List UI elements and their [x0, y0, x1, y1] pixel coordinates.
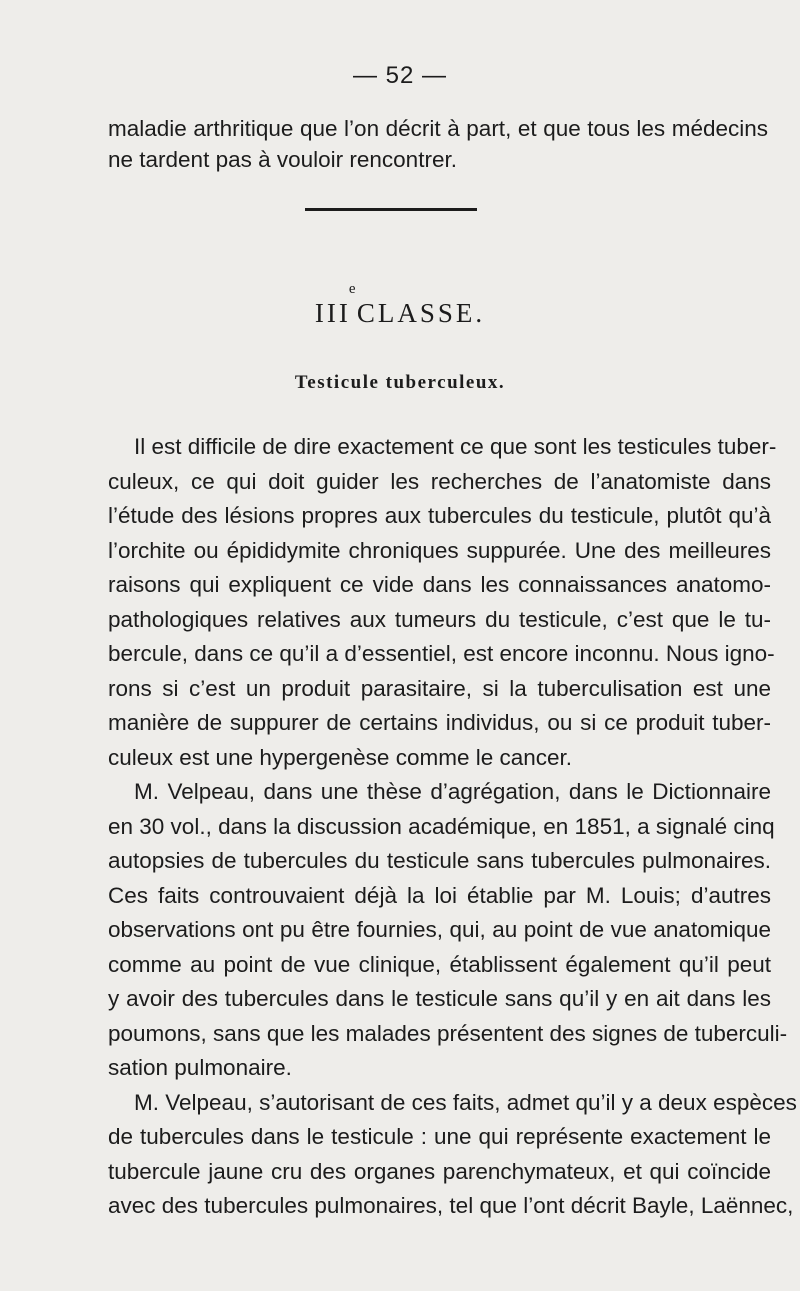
text-line: l’étude des lésions propres aux tubercules du testicule, plutôt qu’à: [108, 503, 771, 528]
text-line: comme au point de vue clinique, établissent également qu’il peut: [108, 951, 771, 977]
section-label: CLASSE.: [356, 298, 486, 328]
text-line: tubercule jaune cru des organes parenchymateux, et qui coïncide: [108, 1158, 771, 1184]
text-line: ne tardent pas à vouloir rencontrer.: [108, 147, 457, 172]
text-line: Ces faits controuvaient déjà la loi établie par M. Louis; d’autres: [108, 882, 771, 908]
text-line: rons si c’est un produit parasitaire, si la tuberculisation est une: [108, 675, 771, 701]
text-line: autopsies de tubercules du testicule sans tubercules pulmonaires.: [108, 848, 771, 873]
section-divider: [305, 208, 477, 211]
text-line: bercule, dans ce qu’il a d’essentiel, est encore inconnu. Nous igno-: [108, 641, 775, 666]
text-line: pathologiques relatives aux tumeurs du testicule, c’est que le tu-: [108, 606, 771, 632]
text-line: culeux est une hypergenèse comme le cancer.: [108, 744, 573, 770]
intro-paragraph: [108, 113, 768, 175]
body-paragraphs: [108, 430, 797, 1224]
text-line: raisons qui expliquent ce vide dans les connaissances anatomo-: [108, 572, 771, 597]
text-line: Il est difficile de dire exactement ce que sont les testicules tuber-: [134, 434, 777, 459]
text-line: maladie arthritique que l’on décrit à part, et que tous les médecins: [108, 116, 768, 141]
section-subtitle: Testicule tuberculeux.: [294, 372, 506, 393]
text-line: sation pulmonaire.: [108, 1055, 292, 1080]
text-line: y avoir des tubercules dans le testicule sans qu’il y en ait dans les: [108, 986, 771, 1011]
text-line: poumons, sans que les malades présentent des signes de tuberculi-: [108, 1020, 788, 1046]
text-line: de tubercules dans le testicule : une qui représente exactement le: [108, 1124, 771, 1149]
text-line: M. Velpeau, s’autorisant de ces faits, admet qu’il y a deux espèces: [134, 1089, 797, 1115]
page-number: — 52 —: [352, 62, 448, 89]
text-line: observations ont pu être fournies, qui, au point de vue anatomique: [108, 917, 771, 942]
section-heading: [0, 281, 800, 329]
text-line: avec des tubercules pulmonaires, tel que l’ont décrit Bayle, Laënnec,: [108, 1193, 794, 1218]
text-line: culeux, ce qui doit guider les recherches de l’anatomiste dans: [108, 468, 771, 494]
text-line: l’orchite ou épididymite chroniques suppurée. Une des meilleures: [108, 537, 771, 563]
text-line: manière de suppurer de certains individus, ou si ce produit tuber-: [108, 710, 771, 735]
text-line: en 30 vol., dans la discussion académique, en 1851, a signalé cinq: [108, 813, 775, 839]
section-superscript: e: [348, 281, 356, 297]
text-line: M. Velpeau, dans une thèse d’agrégation, dans le Dictionnaire: [134, 779, 771, 804]
section-numeral: III e: [314, 281, 356, 328]
